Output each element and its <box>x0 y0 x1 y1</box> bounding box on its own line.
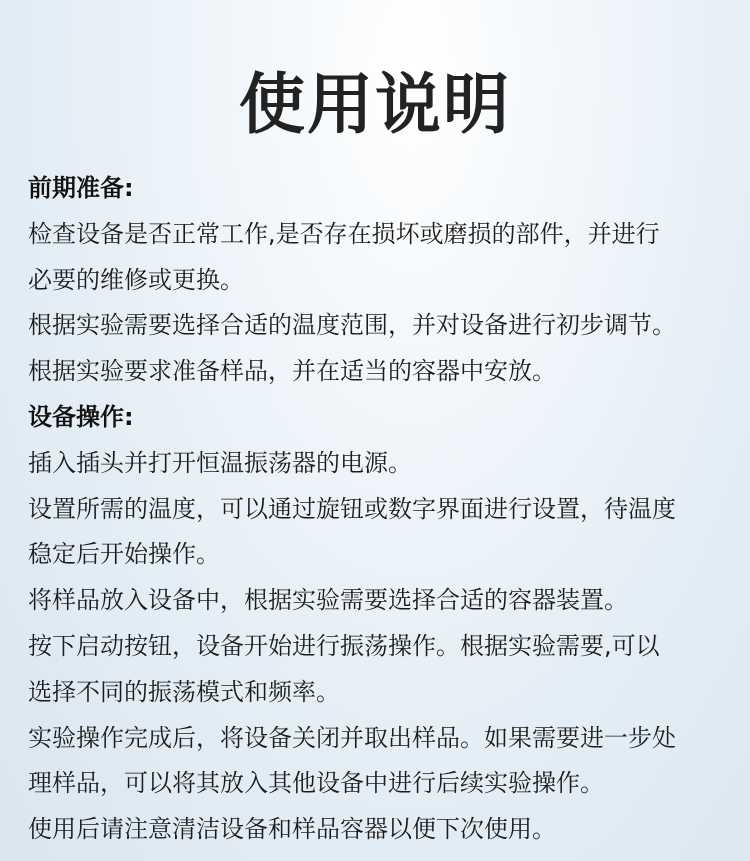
instruction-line: 检查设备是否正常工作,是否存在损坏或磨损的部件，并进行 <box>28 219 660 248</box>
instruction-line: 理样品，可以将其放入其他设备中进行后续实验操作。 <box>28 769 604 798</box>
page-title: 使用说明 <box>239 66 511 143</box>
instruction-body <box>28 166 728 853</box>
instruction-line: 插入插头并打开恒温振荡器的电源。 <box>28 448 412 477</box>
section-heading-preparation: 前期准备: <box>28 174 134 202</box>
instruction-line: 实验操作完成后，将设备关闭并取出样品。如果需要进一步处 <box>28 723 676 752</box>
instruction-line: 选择不同的振荡模式和频率。 <box>28 677 340 706</box>
instruction-line: 根据实验需要选择合适的温度范围，并对设备进行初步调节。 <box>28 311 676 340</box>
instruction-line: 根据实验要求准备样品，并在适当的容器中安放。 <box>28 357 556 386</box>
instruction-line: 使用后请注意清洁设备和样品容器以便下次使用。 <box>28 815 556 844</box>
instruction-line: 稳定后开始操作。 <box>28 540 220 569</box>
instruction-line: 必要的维修或更换。 <box>28 265 244 294</box>
instruction-line: 将样品放入设备中，根据实验需要选择合适的容器装置。 <box>28 586 628 615</box>
instruction-line: 设置所需的温度，可以通过旋钮或数字界面进行设置，待温度 <box>28 494 676 523</box>
section-heading-operation: 设备操作: <box>28 402 134 431</box>
instruction-line: 按下启动按钮，设备开始进行振荡操作。根据实验需要,可以 <box>28 631 660 660</box>
